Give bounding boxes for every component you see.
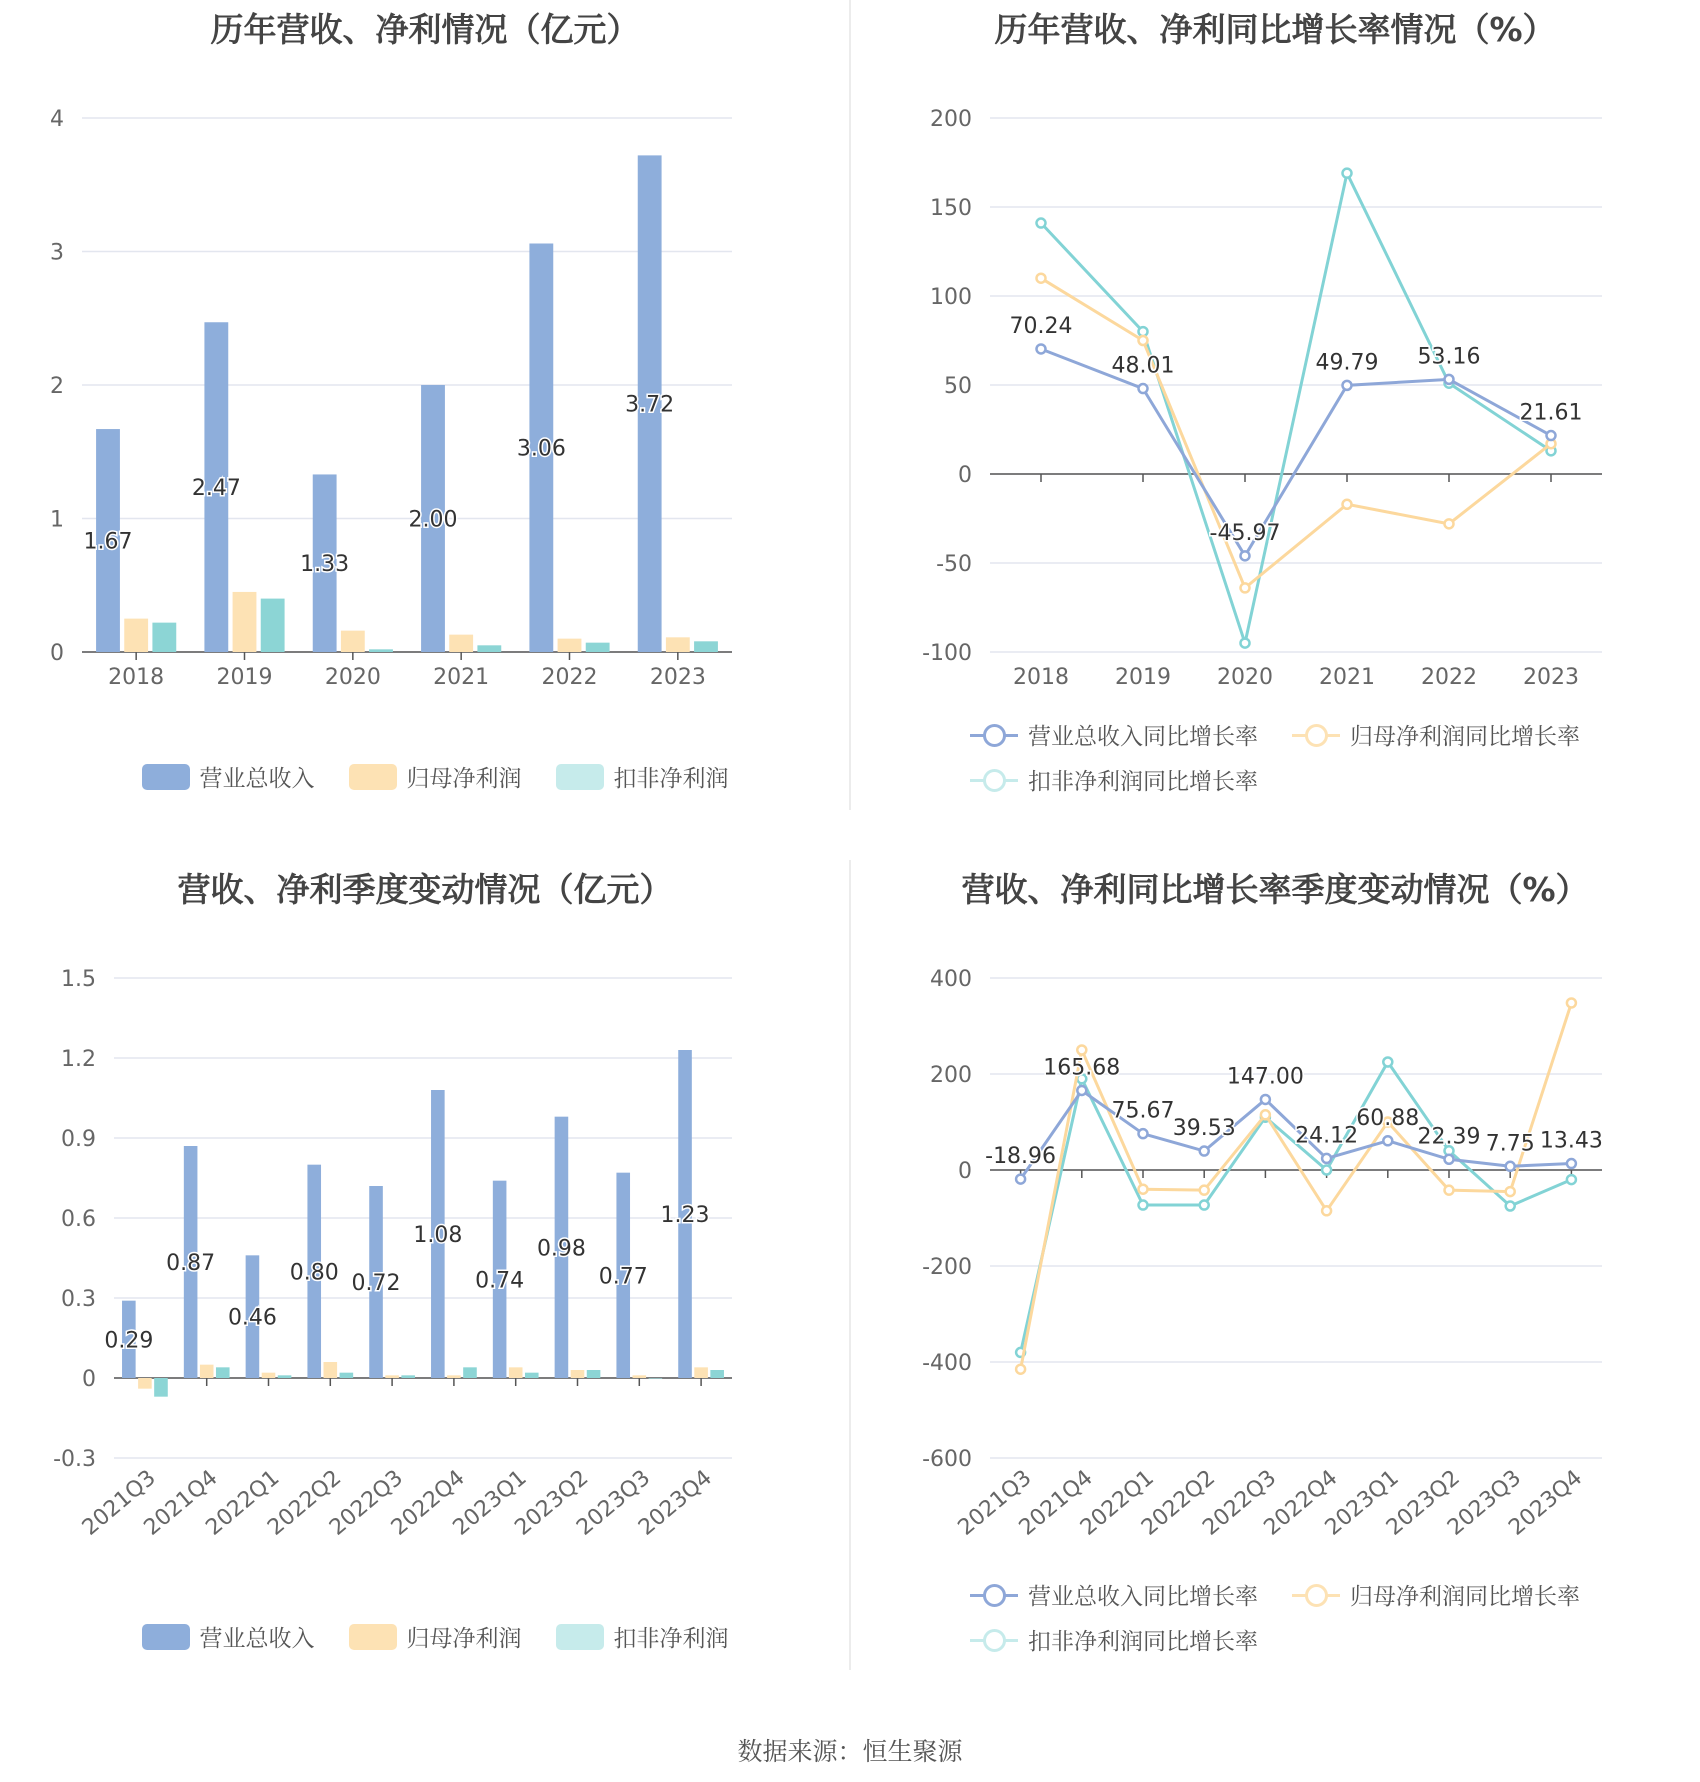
legend-q-revenue[interactable] (142, 1620, 315, 1653)
legend-net-profit-growth-label: 归母净利润同比增长率 (1350, 724, 1580, 750)
x-tick-label: 2023Q3 (572, 1465, 656, 1541)
series-point-1-4 (1261, 1110, 1270, 1119)
series-point-2-3 (1343, 169, 1352, 178)
legend-q-net-profit-growth-swatch (1292, 1582, 1340, 1608)
data-label: 7.75 (1485, 1131, 1535, 1157)
y-tick-label: 1.2 (61, 1047, 96, 1072)
legend-q-net-profit[interactable] (349, 1620, 522, 1653)
bar-1-2 (341, 631, 365, 652)
series-point-2-5 (1322, 1166, 1331, 1175)
legend-q-deducted-profit-growth-swatch (970, 1627, 1018, 1653)
legend-revenue-swatch (142, 764, 190, 790)
x-tick-label: 2023Q2 (1381, 1465, 1465, 1541)
quarterly-amount-chart (0, 860, 850, 1720)
data-label: 0.87 (166, 1251, 216, 1276)
bar-1-3 (324, 1362, 338, 1378)
series-point-2-9 (1567, 1175, 1576, 1184)
x-tick-label: 2023Q1 (448, 1465, 532, 1541)
quarterly-growth-panel (850, 860, 1700, 1720)
series-point-1-0 (1016, 1365, 1025, 1374)
x-tick-label: 2022Q4 (1259, 1465, 1343, 1541)
series-point-1-0 (1037, 274, 1046, 283)
series-point-0-0 (1037, 344, 1046, 353)
legend-revenue[interactable] (142, 760, 315, 793)
x-tick-label: 2023Q4 (634, 1465, 717, 1541)
y-tick-label: -0.3 (53, 1447, 96, 1472)
x-tick-label: 2022Q3 (325, 1465, 408, 1541)
series-point-1-9 (1567, 998, 1576, 1007)
series-point-0-2 (1241, 551, 1250, 560)
y-tick-label: 200 (930, 107, 972, 132)
x-tick-label: 2021Q3 (953, 1465, 1037, 1541)
quarterly-growth-title: 营收、净利同比增长率季度变动情况（%） (961, 870, 1589, 909)
data-label: 0.98 (536, 1236, 586, 1262)
data-label: 165.68 (1043, 1055, 1121, 1081)
data-label: 48.01 (1111, 353, 1175, 379)
annual-growth-panel (850, 0, 1700, 860)
data-label: 3.06 (516, 436, 566, 462)
series-point-0-4 (1445, 375, 1454, 384)
series-point-1-1 (1077, 1046, 1086, 1055)
bar-2-1 (261, 599, 285, 652)
y-tick-label: 2 (50, 374, 64, 399)
data-label: 1.33 (300, 552, 350, 578)
legend-deducted-profit-growth[interactable] (970, 763, 1258, 796)
annual-amount-panel (0, 0, 850, 860)
series-point-0-1 (1077, 1086, 1086, 1095)
x-tick-label: 2022Q4 (386, 1465, 470, 1541)
bar-2-4 (586, 643, 610, 652)
y-tick-label: -100 (922, 641, 972, 666)
data-label: 3.72 (625, 392, 675, 418)
y-tick-label: 0 (958, 463, 972, 488)
annual-growth-legend (970, 718, 1650, 796)
series-point-1-8 (1506, 1187, 1515, 1196)
x-tick-label: 2018 (1013, 665, 1069, 690)
series-point-0-2 (1139, 1129, 1148, 1138)
series-line-1 (1041, 278, 1551, 588)
series-point-0-7 (1445, 1155, 1454, 1164)
y-tick-label: 1.5 (61, 967, 96, 992)
x-tick-label: 2022 (1421, 665, 1477, 690)
bar-1-6 (509, 1367, 523, 1378)
series-point-0-6 (1383, 1136, 1392, 1145)
y-tick-label: 4 (50, 107, 64, 132)
bar-1-8 (633, 1375, 647, 1378)
legend-q-revenue-swatch (142, 1624, 190, 1650)
y-tick-label: 150 (930, 196, 972, 221)
annual-amount-title: 历年营收、净利情况（亿元） (210, 10, 640, 49)
legend-q-deducted-profit-growth-label: 扣非净利润同比增长率 (1028, 1629, 1258, 1655)
y-tick-label: 0 (958, 1159, 972, 1184)
quarterly-amount-legend (0, 1620, 850, 1653)
quarterly-growth-legend (970, 1578, 1650, 1656)
series-point-0-3 (1200, 1147, 1209, 1156)
legend-deducted-profit-label: 扣非净利润 (613, 766, 729, 792)
series-point-2-6 (1383, 1058, 1392, 1067)
series-point-0-1 (1139, 384, 1148, 393)
data-label: 2.00 (408, 507, 458, 533)
annual-growth-title: 历年营收、净利同比增长率情况（%） (994, 10, 1556, 49)
bar-1-1 (200, 1365, 214, 1378)
y-tick-label: 0.6 (61, 1207, 96, 1232)
annual-amount-chart (0, 0, 850, 860)
y-tick-label: 50 (944, 374, 972, 399)
legend-q-net-profit-growth[interactable] (1292, 1578, 1580, 1611)
data-label: 21.61 (1519, 400, 1583, 426)
series-point-2-2 (1241, 639, 1250, 648)
bar-1-5 (447, 1375, 461, 1378)
bar-2-1 (216, 1367, 230, 1378)
series-point-0-5 (1547, 431, 1556, 440)
bar-2-2 (369, 649, 393, 652)
data-label: 0.74 (475, 1268, 525, 1294)
series-point-1-3 (1200, 1186, 1209, 1195)
y-tick-label: 0.3 (61, 1287, 96, 1312)
y-tick-label: 0 (82, 1367, 96, 1392)
series-line-0 (1041, 349, 1551, 556)
x-tick-label: 2020 (324, 665, 381, 690)
legend-net-profit-growth[interactable] (1292, 718, 1580, 751)
quarterly-amount-panel (0, 860, 850, 1720)
data-label: 1.67 (83, 529, 133, 555)
data-label: 13.43 (1539, 1128, 1603, 1154)
y-tick-label: -50 (936, 552, 972, 577)
data-label: -18.96 (985, 1144, 1057, 1170)
x-tick-label: 2023 (649, 665, 706, 690)
annual-amount-legend (0, 760, 850, 793)
x-tick-label: 2022Q1 (201, 1465, 285, 1541)
legend-q-net-profit-swatch (349, 1624, 397, 1650)
y-tick-label: -600 (922, 1447, 972, 1472)
legend-q-revenue-growth[interactable] (970, 1578, 1258, 1611)
legend-q-deducted-profit-label: 扣非净利润 (613, 1626, 729, 1652)
y-tick-label: -400 (922, 1351, 972, 1376)
legend-q-revenue-growth-label: 营业总收入同比增长率 (1028, 1584, 1258, 1610)
data-label: 24.12 (1295, 1123, 1359, 1149)
y-tick-label: 400 (930, 967, 972, 992)
data-label: 49.79 (1315, 350, 1379, 376)
legend-net-profit[interactable] (349, 760, 522, 793)
legend-deducted-profit-growth-label: 扣非净利润同比增长率 (1028, 769, 1258, 795)
x-tick-label: 2021Q4 (1014, 1465, 1098, 1541)
x-tick-label: 2023 (1523, 665, 1579, 690)
x-tick-label: 2023Q2 (510, 1465, 594, 1541)
data-label: 0.80 (289, 1260, 339, 1286)
series-point-2-0 (1037, 219, 1046, 228)
legend-deducted-profit-growth-swatch (970, 767, 1018, 793)
series-line-2 (1041, 173, 1551, 643)
data-label: 39.53 (1172, 1116, 1236, 1142)
legend-q-deducted-profit[interactable] (556, 1620, 729, 1653)
series-point-1-1 (1139, 336, 1148, 345)
legend-q-revenue-growth-swatch (970, 1582, 1018, 1608)
bar-1-1 (233, 592, 257, 652)
data-label: 0.72 (351, 1271, 401, 1296)
data-label: 0.46 (227, 1305, 277, 1331)
legend-revenue-growth-swatch (970, 722, 1018, 748)
y-tick-label: 100 (930, 285, 972, 310)
bar-1-2 (262, 1373, 276, 1378)
x-tick-label: 2021Q3 (77, 1465, 161, 1541)
legend-deducted-profit[interactable] (556, 760, 729, 793)
series-point-1-2 (1139, 1185, 1148, 1194)
series-point-0-4 (1261, 1095, 1270, 1104)
x-tick-label: 2021 (433, 665, 490, 690)
bar-1-4 (558, 639, 582, 652)
data-label: 1.08 (413, 1223, 463, 1248)
x-tick-label: 2020 (1217, 665, 1273, 690)
bar-2-5 (463, 1367, 477, 1378)
x-tick-label: 2019 (216, 665, 273, 690)
data-label: 60.88 (1356, 1105, 1420, 1131)
x-tick-label: 2021Q4 (139, 1465, 223, 1541)
x-tick-label: 2023Q4 (1504, 1465, 1588, 1541)
legend-net-profit-label: 归母净利润 (406, 766, 522, 792)
bar-1-3 (449, 635, 473, 652)
legend-revenue-growth[interactable] (970, 718, 1258, 751)
bar-2-3 (340, 1373, 354, 1378)
bar-1-0 (138, 1378, 152, 1389)
data-label: 53.16 (1417, 344, 1481, 370)
bar-2-3 (477, 645, 501, 652)
x-tick-label: 2019 (1115, 665, 1171, 690)
legend-q-deducted-profit-growth[interactable] (970, 1623, 1258, 1656)
series-point-0-0 (1016, 1175, 1025, 1184)
x-tick-label: 2022Q2 (263, 1465, 347, 1541)
series-point-0-5 (1322, 1154, 1331, 1163)
series-point-0-9 (1567, 1159, 1576, 1168)
x-tick-label: 2023Q1 (1320, 1465, 1404, 1541)
series-point-1-5 (1322, 1206, 1331, 1215)
series-point-0-3 (1343, 381, 1352, 390)
quarterly-amount-title: 营收、净利季度变动情况（亿元） (177, 870, 673, 909)
y-tick-label: 200 (930, 1063, 972, 1088)
series-point-2-2 (1139, 1201, 1148, 1210)
data-label: 2.47 (191, 476, 241, 502)
y-tick-label: 1 (50, 507, 64, 533)
bar-1-0 (124, 619, 148, 652)
bar-1-4 (385, 1375, 399, 1378)
x-tick-label: 2018 (108, 665, 165, 690)
bar-2-6 (525, 1373, 539, 1378)
series-point-2-3 (1200, 1201, 1209, 1210)
y-tick-label: 0.9 (61, 1127, 96, 1152)
legend-net-profit-swatch (349, 764, 397, 790)
legend-q-revenue-label: 营业总收入 (199, 1626, 315, 1652)
x-tick-label: 2022 (541, 665, 598, 690)
bar-2-5 (694, 641, 718, 652)
x-tick-label: 2022Q3 (1198, 1465, 1282, 1541)
bar-2-0 (152, 623, 176, 652)
bar-2-9 (710, 1370, 724, 1378)
bar-2-8 (649, 1378, 663, 1379)
y-tick-label: -200 (922, 1255, 972, 1280)
series-point-1-2 (1241, 583, 1250, 592)
legend-q-net-profit-label: 归母净利润 (406, 1626, 522, 1652)
data-label: 75.67 (1111, 1098, 1175, 1124)
series-point-2-8 (1506, 1202, 1515, 1211)
y-tick-label: 3 (50, 240, 64, 266)
x-tick-label: 2022Q1 (1075, 1465, 1159, 1541)
data-source-footer: 数据来源：恒生聚源 (737, 1737, 963, 1766)
x-tick-label: 2023Q3 (1443, 1465, 1527, 1541)
data-label: 1.23 (660, 1203, 710, 1228)
series-point-1-3 (1343, 500, 1352, 509)
legend-revenue-label: 营业总收入 (199, 766, 315, 792)
bar-1-5 (666, 637, 690, 652)
legend-q-deducted-profit-swatch (556, 1624, 604, 1650)
data-label: 22.39 (1417, 1124, 1481, 1150)
data-label: 147.00 (1226, 1064, 1304, 1090)
bar-1-9 (694, 1367, 708, 1378)
y-tick-label: 0 (50, 641, 64, 666)
legend-net-profit-growth-swatch (1292, 722, 1340, 748)
legend-deducted-profit-swatch (556, 764, 604, 790)
data-label: -45.97 (1209, 520, 1281, 546)
bar-2-4 (401, 1375, 415, 1378)
series-point-1-4 (1445, 519, 1454, 528)
data-label: 0.29 (104, 1328, 154, 1354)
bar-2-2 (278, 1375, 292, 1378)
bar-1-7 (571, 1370, 585, 1378)
bar-2-7 (587, 1370, 601, 1378)
legend-revenue-growth-label: 营业总收入同比增长率 (1028, 724, 1258, 750)
legend-q-net-profit-growth-label: 归母净利润同比增长率 (1350, 1584, 1580, 1610)
x-tick-label: 2021 (1319, 665, 1375, 690)
data-label: 0.77 (598, 1264, 648, 1290)
series-point-0-8 (1506, 1162, 1515, 1171)
x-tick-label: 2022Q2 (1137, 1465, 1221, 1541)
data-label: 70.24 (1009, 313, 1073, 339)
series-point-1-7 (1445, 1186, 1454, 1195)
bar-2-0 (154, 1378, 168, 1397)
